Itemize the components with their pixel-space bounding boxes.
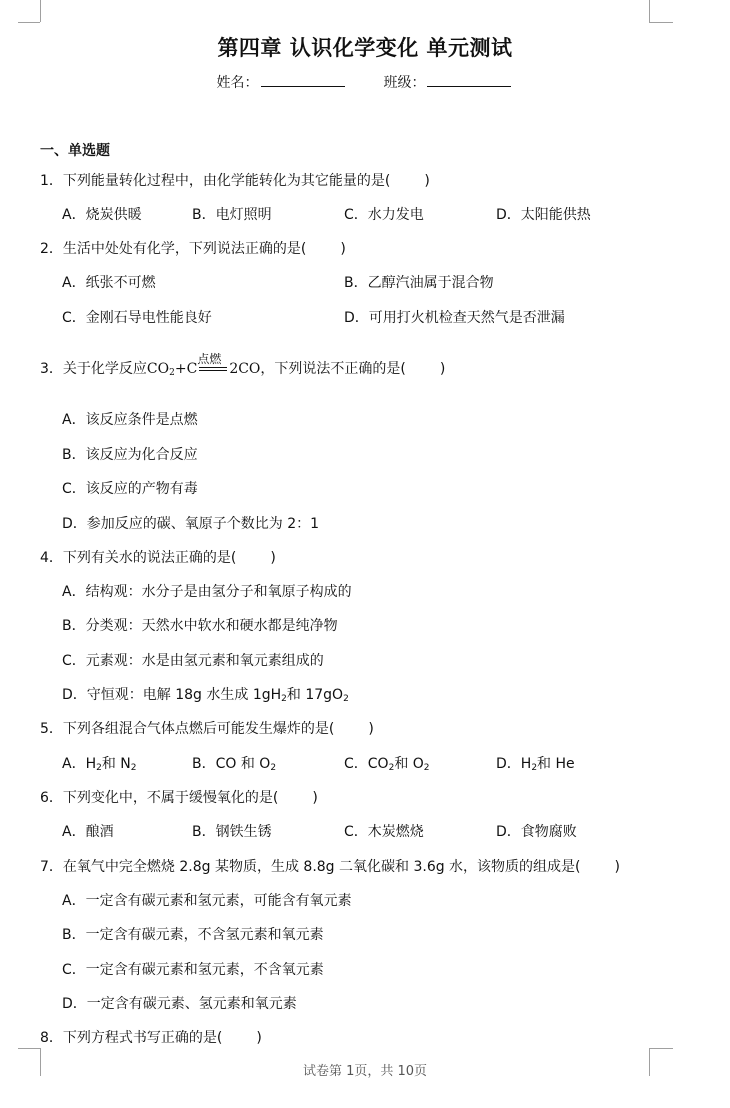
option[interactable]: B．分类观：天然水中软水和硬水都是纯净物 [62,618,338,634]
crop-mark [649,22,673,23]
option[interactable]: C．元素观：水是由氢元素和氧元素组成的 [62,653,324,669]
question-3: 3．关于化学反应$CO_2+C$ 点燃 2CO，下列说法不正确的是( ) [40,352,446,378]
option[interactable]: B．电灯照明 [192,207,272,223]
question-8: 8．下列方程式书写正确的是( ) [40,1030,262,1046]
crop-mark [40,0,41,22]
reaction-arrow [197,352,227,371]
student-info [0,72,730,92]
question-5: 5．下列各组混合气体点燃后可能发生爆炸的是( ) [40,721,374,737]
option[interactable]: A．该反应条件是点燃 [62,412,198,428]
option[interactable]: D．守恒观：电解 18g 水生成 $1gH_2$和 $17gO_2$ [62,687,349,704]
question-6: 6．下列变化中，不属于缓慢氧化的是( ) [40,790,318,806]
crop-mark [649,1048,673,1049]
option[interactable]: C．$CO_2$和 $O_2$ [344,756,430,773]
option[interactable]: B．一定含有碳元素，不含氢元素和氧元素 [62,927,324,943]
section-heading: 一、单选题 [40,143,110,159]
crop-mark [18,22,40,23]
option[interactable]: B．CO 和 $O_2$ [192,756,277,773]
reaction-condition: 点燃 [197,352,222,366]
option[interactable]: D．食物腐败 [496,824,577,840]
option[interactable]: C．该反应的产物有毒 [62,481,198,497]
option[interactable]: B．钢铁生锈 [192,824,272,840]
option[interactable]: D．$H_2$和 He [496,756,575,773]
class-blank[interactable] [427,74,511,87]
option[interactable]: D．太阳能供热 [496,207,591,223]
option[interactable]: C．木炭燃烧 [344,824,424,840]
page-footer: 试卷第 1页，共 10页 [302,1064,428,1079]
page-title: 第四章 认识化学变化 单元测试 [217,36,513,60]
class-label: 班级： [383,75,426,91]
option[interactable]: A．$H_2$和 $N_2$ [62,756,137,773]
option[interactable]: D．一定含有碳元素、氢元素和氧元素 [62,996,297,1012]
option[interactable]: B．乙醇汽油属于混合物 [344,275,494,291]
option[interactable]: A．烧炭供暖 [62,207,142,223]
option[interactable]: C．水力发电 [344,207,424,223]
option[interactable]: A．纸张不可燃 [62,275,156,291]
option[interactable]: D．参加反应的碳、氧原子个数比为 2：1 [62,516,320,532]
name-blank[interactable] [261,74,345,87]
option[interactable]: A．结构观：水分子是由氢分子和氧原子构成的 [62,584,352,600]
option[interactable]: C．一定含有碳元素和氢元素，不含氧元素 [62,962,324,978]
crop-mark [649,0,650,22]
question-1: 1．下列能量转化过程中，由化学能转化为其它能量的是( ) [40,173,430,189]
crop-mark [18,1048,40,1049]
option[interactable]: B．该反应为化合反应 [62,447,198,463]
option[interactable]: D．可用打火机检查天然气是否泄漏 [344,310,565,326]
option[interactable]: A．一定含有碳元素和氢元素，可能含有氧元素 [62,893,352,909]
question-4: 4．下列有关水的说法正确的是( ) [40,550,276,566]
question-2: 2．生活中处处有化学，下列说法正确的是( ) [40,241,346,257]
name-label: 姓名： [216,75,259,91]
question-7: 7．在氧气中完全燃烧 2.8g 某物质，生成 8.8g 二氧化碳和 3.6g 水，该物质的组成是( ) [40,859,620,875]
option[interactable]: C．金刚石导电性能良好 [62,310,212,326]
reaction-equation: $CO_2+C$ 点燃 2CO [146,352,261,378]
option[interactable]: A．酿酒 [62,824,114,840]
